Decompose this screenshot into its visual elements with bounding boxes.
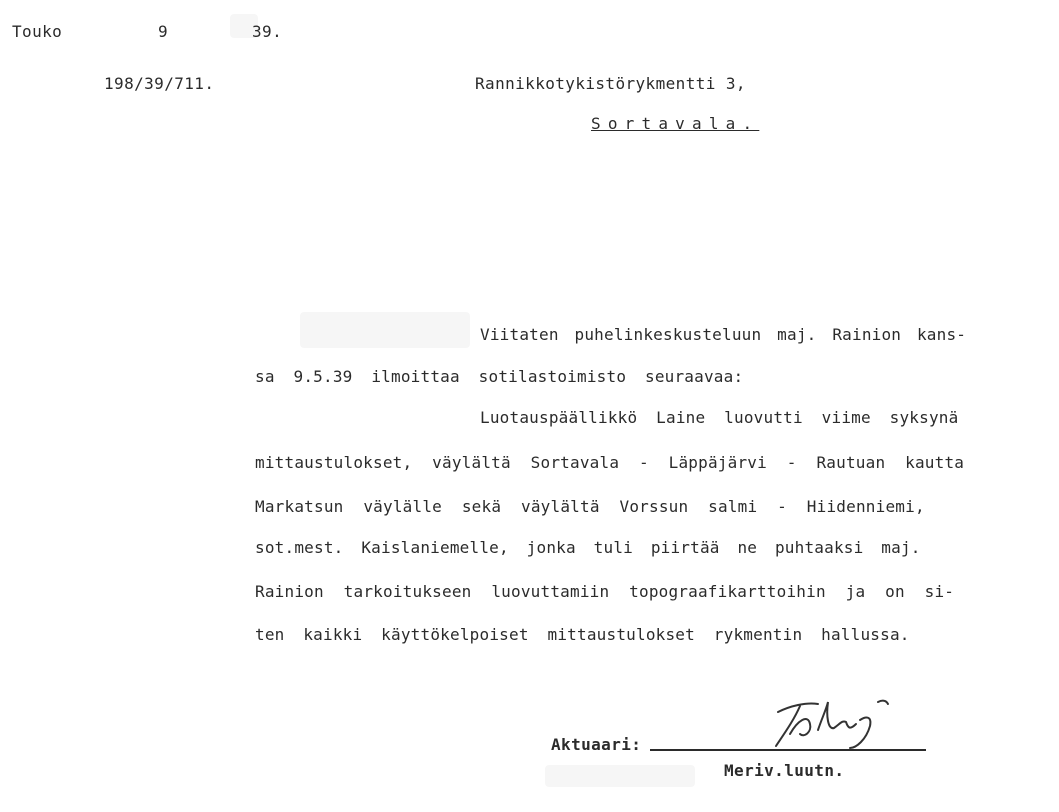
body-line: ten kaikki käyttökelpoiset mittaustulokset rykmentin hallussa.	[255, 625, 910, 644]
body-line: Rainion tarkoitukseen luovuttamiin topograafikarttoihin ja on si-	[255, 582, 955, 601]
date-month: Touko	[12, 22, 63, 41]
handwritten-signature	[760, 690, 910, 750]
recipient-city: Sortavala.	[591, 114, 760, 133]
body-line: Markatsun väylälle sekä väylältä Vorssun salmi - Hiidenniemi,	[255, 497, 925, 516]
body-line: Viitaten puhelinkeskusteluun maj. Rainion kans-	[480, 325, 967, 344]
paper-smudge	[545, 765, 695, 787]
paper-smudge	[300, 312, 470, 348]
body-line: Luotauspäällikkö Laine luovutti viime syksynä	[480, 408, 959, 427]
body-line: sot.mest. Kaislaniemelle, jonka tuli piirtää ne puhtaaksi maj.	[255, 538, 921, 557]
recipient: Rannikkotykistörykmentti 3,	[475, 74, 746, 93]
date-day: 9	[158, 22, 169, 41]
body-line: sa 9.5.39 ilmoittaa sotilastoimisto seuraavaa:	[255, 367, 744, 386]
reference-number: 198/39/711.	[104, 74, 215, 93]
date-year: 39.	[252, 22, 283, 41]
signature-title: Meriv.luutn.	[724, 761, 845, 780]
body-line: mittaustulokset, väylältä Sortavala - Läppäjärvi - Rautuan kautta	[255, 453, 965, 472]
signature-label: Aktuaari:	[551, 735, 642, 754]
